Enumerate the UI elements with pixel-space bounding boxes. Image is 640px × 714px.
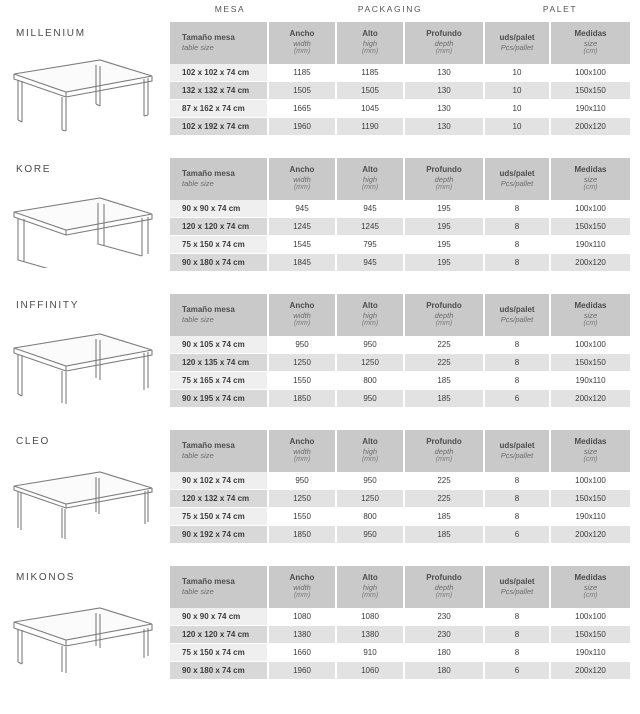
- col-header-pallet-size: Medidas size (cm): [550, 566, 630, 608]
- cell-pcs: 10: [484, 118, 550, 136]
- col-header-pcs-pallet: uds/palet Pcs/pallet: [484, 430, 550, 472]
- cell-high: 945: [336, 254, 404, 272]
- product-block-mikonos: [0, 564, 640, 700]
- cell-pallet-size: 190x110: [550, 236, 630, 254]
- product-name-inffinity: INFFINITY: [16, 300, 80, 311]
- cell-width: 1850: [268, 526, 336, 544]
- cell-table-size: 90 x 180 x 74 cm: [170, 254, 268, 272]
- cell-high: 1505: [336, 82, 404, 100]
- cell-table-size: 90 x 105 x 74 cm: [170, 336, 268, 354]
- cell-width: 950: [268, 336, 336, 354]
- cell-pcs: 6: [484, 662, 550, 680]
- cell-depth: 195: [404, 254, 484, 272]
- cell-pcs: 6: [484, 390, 550, 408]
- cell-depth: 225: [404, 490, 484, 508]
- table-row: [170, 662, 630, 680]
- cell-high: 910: [336, 644, 404, 662]
- table-row: [170, 372, 630, 390]
- cell-pallet-size: 150x150: [550, 354, 630, 372]
- col-header-depth: Profundo depth (mm): [404, 430, 484, 472]
- table-row: [170, 508, 630, 526]
- product-block-cleo: [0, 428, 640, 564]
- table-header-row: [170, 430, 630, 472]
- cell-table-size: 102 x 192 x 74 cm: [170, 118, 268, 136]
- cell-width: 950: [268, 472, 336, 490]
- cell-width: 1850: [268, 390, 336, 408]
- cell-width: 945: [268, 200, 336, 218]
- cell-pallet-size: 150x150: [550, 626, 630, 644]
- cell-pallet-size: 200x120: [550, 662, 630, 680]
- cell-table-size: 120 x 135 x 74 cm: [170, 354, 268, 372]
- spec-table-cleo: [170, 430, 630, 544]
- cell-high: 800: [336, 372, 404, 390]
- col-header-high: Alto high (mm): [336, 22, 404, 64]
- table-row: [170, 254, 630, 272]
- cell-depth: 185: [404, 526, 484, 544]
- col-header-width: Ancho width (mm): [268, 22, 336, 64]
- cell-width: 1545: [268, 236, 336, 254]
- table-row: [170, 100, 630, 118]
- spec-table-mikonos: [170, 566, 630, 680]
- cell-pcs: 8: [484, 354, 550, 372]
- cell-pcs: 8: [484, 608, 550, 626]
- col-header-high: Alto high (mm): [336, 158, 404, 200]
- cell-pallet-size: 190x110: [550, 372, 630, 390]
- cell-pallet-size: 200x120: [550, 390, 630, 408]
- cell-depth: 225: [404, 472, 484, 490]
- cell-pallet-size: 100x100: [550, 336, 630, 354]
- cell-table-size: 90 x 90 x 74 cm: [170, 200, 268, 218]
- cell-high: 1080: [336, 608, 404, 626]
- cell-pcs: 8: [484, 218, 550, 236]
- cell-width: 1250: [268, 490, 336, 508]
- col-header-depth: Profundo depth (mm): [404, 566, 484, 608]
- cell-pallet-size: 100x100: [550, 608, 630, 626]
- cell-table-size: 87 x 162 x 74 cm: [170, 100, 268, 118]
- col-header-table-size: Tamaño mesa table size: [170, 22, 268, 64]
- cell-pcs: 6: [484, 526, 550, 544]
- cell-pallet-size: 150x150: [550, 82, 630, 100]
- cell-pallet-size: 100x100: [550, 64, 630, 82]
- cell-table-size: 75 x 150 x 74 cm: [170, 508, 268, 526]
- col-header-high: Alto high (mm): [336, 566, 404, 608]
- group-header-row: [170, 0, 630, 20]
- cell-width: 1665: [268, 100, 336, 118]
- col-header-table-size: Tamaño mesa table size: [170, 430, 268, 472]
- group-header-packaging: PACKAGING: [357, 4, 423, 14]
- cell-table-size: 75 x 150 x 74 cm: [170, 644, 268, 662]
- cell-high: 950: [336, 472, 404, 490]
- product-block-inffinity: [0, 292, 640, 428]
- col-header-pcs-pallet: uds/palet Pcs/pallet: [484, 294, 550, 336]
- cell-pcs: 8: [484, 336, 550, 354]
- cell-pcs: 10: [484, 64, 550, 82]
- cell-width: 1550: [268, 508, 336, 526]
- table-row: [170, 626, 630, 644]
- col-header-table-size: Tamaño mesa table size: [170, 566, 268, 608]
- cell-width: 1080: [268, 608, 336, 626]
- table-illustration-millenium: [8, 46, 158, 132]
- cell-table-size: 90 x 180 x 74 cm: [170, 662, 268, 680]
- cell-depth: 195: [404, 218, 484, 236]
- table-row: [170, 336, 630, 354]
- table-illustration-cleo: [8, 454, 158, 540]
- cell-depth: 180: [404, 662, 484, 680]
- cell-high: 1060: [336, 662, 404, 680]
- table-row: [170, 354, 630, 372]
- cell-pallet-size: 190x110: [550, 644, 630, 662]
- table-header-row: [170, 294, 630, 336]
- col-header-pallet-size: Medidas size (cm): [550, 158, 630, 200]
- table-illustration-mikonos: [8, 590, 158, 676]
- product-name-mikonos: MIKONOS: [16, 572, 76, 583]
- cell-pallet-size: 190x110: [550, 100, 630, 118]
- col-header-pcs-pallet: uds/palet Pcs/pallet: [484, 22, 550, 64]
- cell-width: 1660: [268, 644, 336, 662]
- product-name-millenium: MILLENIUM: [16, 28, 86, 39]
- cell-depth: 185: [404, 508, 484, 526]
- cell-depth: 130: [404, 64, 484, 82]
- table-row: [170, 64, 630, 82]
- cell-depth: 230: [404, 626, 484, 644]
- cell-pallet-size: 150x150: [550, 218, 630, 236]
- col-header-pallet-size: Medidas size (cm): [550, 22, 630, 64]
- cell-table-size: 90 x 192 x 74 cm: [170, 526, 268, 544]
- col-header-width: Ancho width (mm): [268, 158, 336, 200]
- table-illustration-inffinity: [8, 318, 158, 404]
- table-row: [170, 390, 630, 408]
- table-row: [170, 526, 630, 544]
- product-block-millenium: [0, 20, 640, 156]
- cell-width: 1245: [268, 218, 336, 236]
- col-header-depth: Profundo depth (mm): [404, 294, 484, 336]
- cell-pcs: 8: [484, 490, 550, 508]
- table-row: [170, 490, 630, 508]
- cell-high: 800: [336, 508, 404, 526]
- col-header-high: Alto high (mm): [336, 430, 404, 472]
- spec-table-kore: [170, 158, 630, 272]
- cell-depth: 130: [404, 82, 484, 100]
- cell-high: 1250: [336, 490, 404, 508]
- cell-high: 1185: [336, 64, 404, 82]
- cell-high: 1245: [336, 218, 404, 236]
- col-header-depth: Profundo depth (mm): [404, 22, 484, 64]
- table-row: [170, 236, 630, 254]
- cell-table-size: 75 x 150 x 74 cm: [170, 236, 268, 254]
- col-header-pallet-size: Medidas size (cm): [550, 294, 630, 336]
- cell-depth: 130: [404, 100, 484, 118]
- cell-width: 1250: [268, 354, 336, 372]
- cell-pallet-size: 100x100: [550, 472, 630, 490]
- table-row: [170, 644, 630, 662]
- cell-depth: 180: [404, 644, 484, 662]
- spec-table-inffinity: [170, 294, 630, 408]
- cell-depth: 225: [404, 336, 484, 354]
- cell-high: 1190: [336, 118, 404, 136]
- group-header-mesa: MESA: [214, 4, 246, 14]
- col-header-width: Ancho width (mm): [268, 566, 336, 608]
- cell-depth: 185: [404, 372, 484, 390]
- col-header-pcs-pallet: uds/palet Pcs/pallet: [484, 158, 550, 200]
- cell-high: 795: [336, 236, 404, 254]
- cell-high: 1250: [336, 354, 404, 372]
- cell-table-size: 120 x 120 x 74 cm: [170, 218, 268, 236]
- col-header-high: Alto high (mm): [336, 294, 404, 336]
- col-header-width: Ancho width (mm): [268, 294, 336, 336]
- table-header-row: [170, 158, 630, 200]
- cell-pallet-size: 200x120: [550, 254, 630, 272]
- col-header-depth: Profundo depth (mm): [404, 158, 484, 200]
- col-header-pcs-pallet: uds/palet Pcs/pallet: [484, 566, 550, 608]
- cell-table-size: 75 x 165 x 74 cm: [170, 372, 268, 390]
- table-row: [170, 472, 630, 490]
- table-row: [170, 200, 630, 218]
- spec-table-millenium: [170, 22, 630, 136]
- cell-width: 1505: [268, 82, 336, 100]
- cell-table-size: 102 x 102 x 74 cm: [170, 64, 268, 82]
- cell-pcs: 8: [484, 508, 550, 526]
- product-name-kore: KORE: [16, 164, 52, 175]
- col-header-width: Ancho width (mm): [268, 430, 336, 472]
- cell-depth: 230: [404, 608, 484, 626]
- cell-high: 950: [336, 336, 404, 354]
- table-illustration-kore: [8, 182, 158, 268]
- cell-table-size: 90 x 90 x 74 cm: [170, 608, 268, 626]
- cell-table-size: 90 x 195 x 74 cm: [170, 390, 268, 408]
- cell-pcs: 8: [484, 200, 550, 218]
- cell-table-size: 120 x 120 x 74 cm: [170, 626, 268, 644]
- cell-depth: 185: [404, 390, 484, 408]
- cell-pallet-size: 200x120: [550, 526, 630, 544]
- cell-pcs: 8: [484, 236, 550, 254]
- table-row: [170, 608, 630, 626]
- cell-pallet-size: 200x120: [550, 118, 630, 136]
- cell-high: 1380: [336, 626, 404, 644]
- cell-pallet-size: 150x150: [550, 490, 630, 508]
- cell-width: 1185: [268, 64, 336, 82]
- cell-high: 950: [336, 526, 404, 544]
- cell-high: 950: [336, 390, 404, 408]
- product-name-cleo: CLEO: [16, 436, 51, 447]
- cell-pcs: 8: [484, 644, 550, 662]
- col-header-pallet-size: Medidas size (cm): [550, 430, 630, 472]
- table-header-row: [170, 22, 630, 64]
- cell-pcs: 8: [484, 254, 550, 272]
- cell-depth: 195: [404, 200, 484, 218]
- col-header-table-size: Tamaño mesa table size: [170, 294, 268, 336]
- table-row: [170, 218, 630, 236]
- cell-pcs: 8: [484, 372, 550, 390]
- cell-table-size: 120 x 132 x 74 cm: [170, 490, 268, 508]
- table-row: [170, 82, 630, 100]
- col-header-table-size: Tamaño mesa table size: [170, 158, 268, 200]
- cell-width: 1960: [268, 118, 336, 136]
- cell-width: 1845: [268, 254, 336, 272]
- cell-pcs: 10: [484, 100, 550, 118]
- cell-width: 1550: [268, 372, 336, 390]
- cell-high: 945: [336, 200, 404, 218]
- cell-width: 1960: [268, 662, 336, 680]
- cell-depth: 195: [404, 236, 484, 254]
- cell-table-size: 132 x 132 x 74 cm: [170, 82, 268, 100]
- cell-depth: 130: [404, 118, 484, 136]
- table-header-row: [170, 566, 630, 608]
- cell-pallet-size: 100x100: [550, 200, 630, 218]
- cell-depth: 225: [404, 354, 484, 372]
- cell-pcs: 10: [484, 82, 550, 100]
- cell-pcs: 8: [484, 626, 550, 644]
- product-block-kore: [0, 156, 640, 292]
- cell-high: 1045: [336, 100, 404, 118]
- cell-width: 1380: [268, 626, 336, 644]
- cell-table-size: 90 x 102 x 74 cm: [170, 472, 268, 490]
- cell-pcs: 8: [484, 472, 550, 490]
- table-row: [170, 118, 630, 136]
- cell-pallet-size: 190x110: [550, 508, 630, 526]
- group-header-palet: PALET: [542, 4, 578, 14]
